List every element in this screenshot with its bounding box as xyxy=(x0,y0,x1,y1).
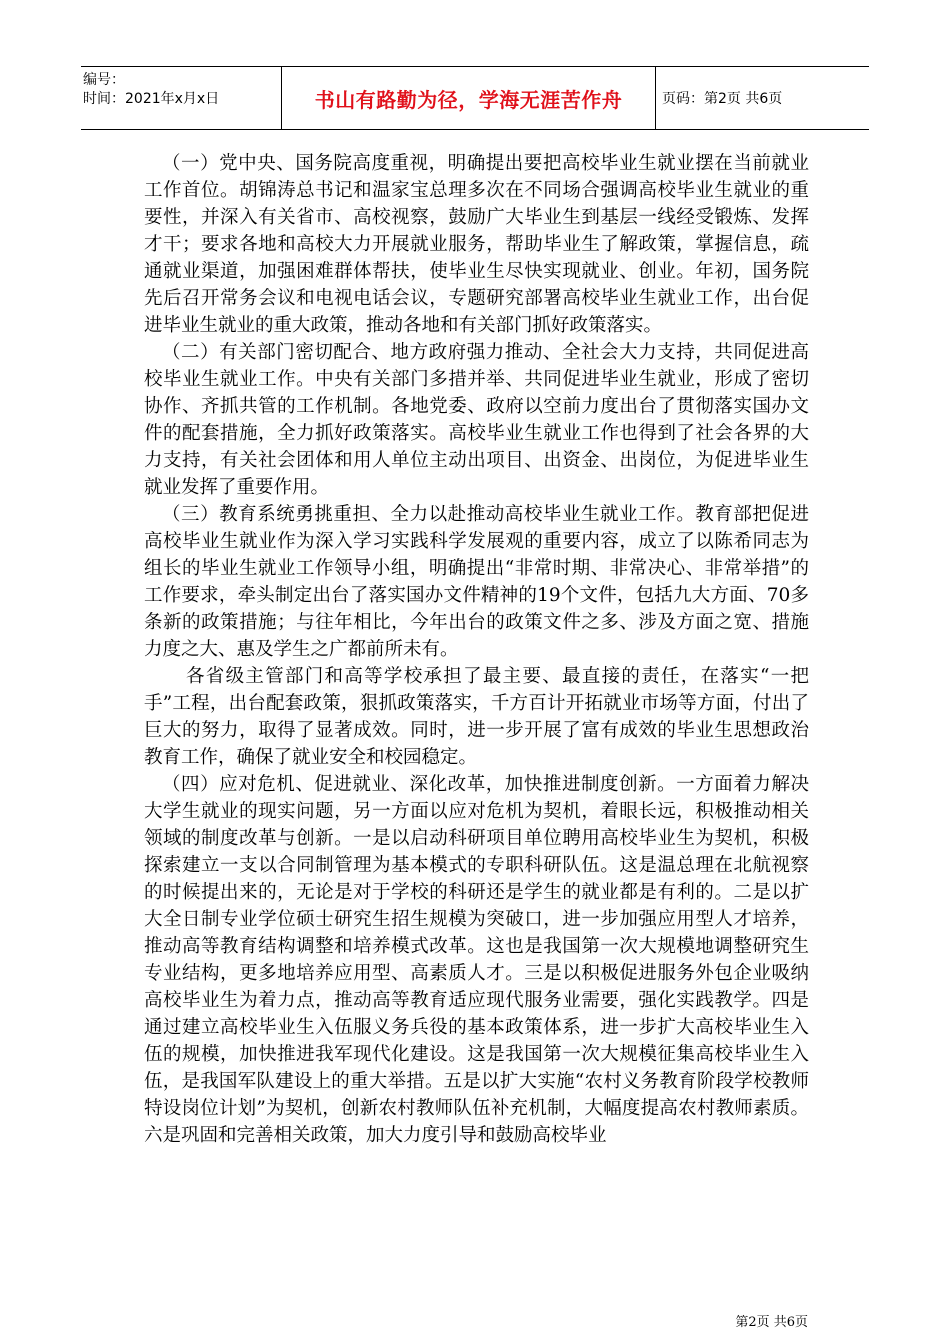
header-meta xyxy=(81,67,282,129)
number-label: 编号： xyxy=(83,72,125,88)
document-body xyxy=(144,150,809,1149)
paragraph-2: （二）有关部门密切配合、地方政府强力推动、全社会大力支持，共同促进高校毕业生就业工作。中央有关部门多措并举、共同促进毕业生就业，形成了密切协作、齐抓共管的工作机制。各地党委、政府以空前力度出台了贯彻落实国办文件的配套措施，全力抓好政策落实。高校毕业生就业工作也得到了社会各界的大力支持，有关社会团体和用人单位主动出项目、出资金、出岗位，为促进毕业生就业发挥了重要作用。 xyxy=(144,342,809,498)
page-header xyxy=(81,66,869,130)
paragraph-3: （三）教育系统勇挑重担、全力以赴推动高校毕业生就业工作。教育部把促进高校毕业生就业作为深入学习实践科学发展观的重要内容，成立了以陈希同志为组长的毕业生就业工作领导小组，明确提出“非常时期、非常决心、非常举措”的工作要求，牵头制定出台了落实国办文件精神的19个文件，包括九大方面、70多条新的政策措施；与往年相比，今年出台的政策文件之多、涉及方面之宽、措施力度之大、惠及学生之广都前所未有。 xyxy=(144,504,809,660)
paragraph-5: （四）应对危机、促进就业、深化改革，加快推进制度创新。一方面着力解决大学生就业的现实问题，另一方面以应对危机为契机，着眼长远，积极推动相关领域的制度改革与创新。一是以启动科研项目单位聘用高校毕业生为契机，积极探索建立一支以合同制管理为基本模式的专职科研队伍。这是温总理在北航视察的时候提出来的，无论是对于学校的科研还是学生的就业都是有利的。二是以扩大全日制专业学位硕士研究生招生规模为突破口，进一步加强应用型人才培养，推动高等教育结构调整和培养模式改革。这也是我国第一次大规模地调整研究生专业结构，更多地培养应用型、高素质人才。三是以积极促进服务外包企业吸纳高校毕业生为着力点，推动高等教育适应现代服务业需要，强化实践教学。四是通过建立高校毕业生入伍服义务兵役的基本政策体系，进一步扩大高校毕业生入伍的规模，加快推进我军现代化建设。这是我国第一次大规模征集高校毕业生入伍，是我国军队建设上的重大举措。五是以扩大实施“农村义务教育阶段学校教师特设岗位计划”为契机，创新农村教师队伍补充机制，大幅度提高农村教师素质。六是巩固和完善相关政策，加大力度引导和鼓励高校毕业 xyxy=(144,774,809,1146)
page-footer: 第2页 共6页 xyxy=(735,1315,808,1330)
header-motto: 书山有路勤为径，学海无涯苦作舟 xyxy=(282,67,656,129)
time-label: 时间：2021年x月x日 xyxy=(83,91,220,107)
paragraph-1: （一）党中央、国务院高度重视，明确提出要把高校毕业生就业摆在当前就业工作首位。胡锦涛总书记和温家宝总理多次在不同场合强调高校毕业生就业的重要性，并深入有关省市、高校视察，鼓励广大毕业生到基层一线经受锻炼、发挥才干；要求各地和高校大力开展就业服务，帮助毕业生了解政策，掌握信息，疏通就业渠道，加强困难群体帮扶，使毕业生尽快实现就业、创业。年初，国务院先后召开常务会议和电视电话会议，专题研究部署高校毕业生就业工作，出台促进毕业生就业的重大政策，推动各地和有关部门抓好政策落实。 xyxy=(144,153,809,336)
paragraph-4: 各省级主管部门和高等学校承担了最主要、最直接的责任，在落实“一把手”工程，出台配套政策，狠抓政策落实，千方百计开拓就业市场等方面，付出了巨大的努力，取得了显著成效。同时，进一步开展了富有成效的毕业生思想政治教育工作，确保了就业安全和校园稳定。 xyxy=(144,666,809,768)
header-page-info: 页码：第2页 共6页 xyxy=(662,91,783,107)
